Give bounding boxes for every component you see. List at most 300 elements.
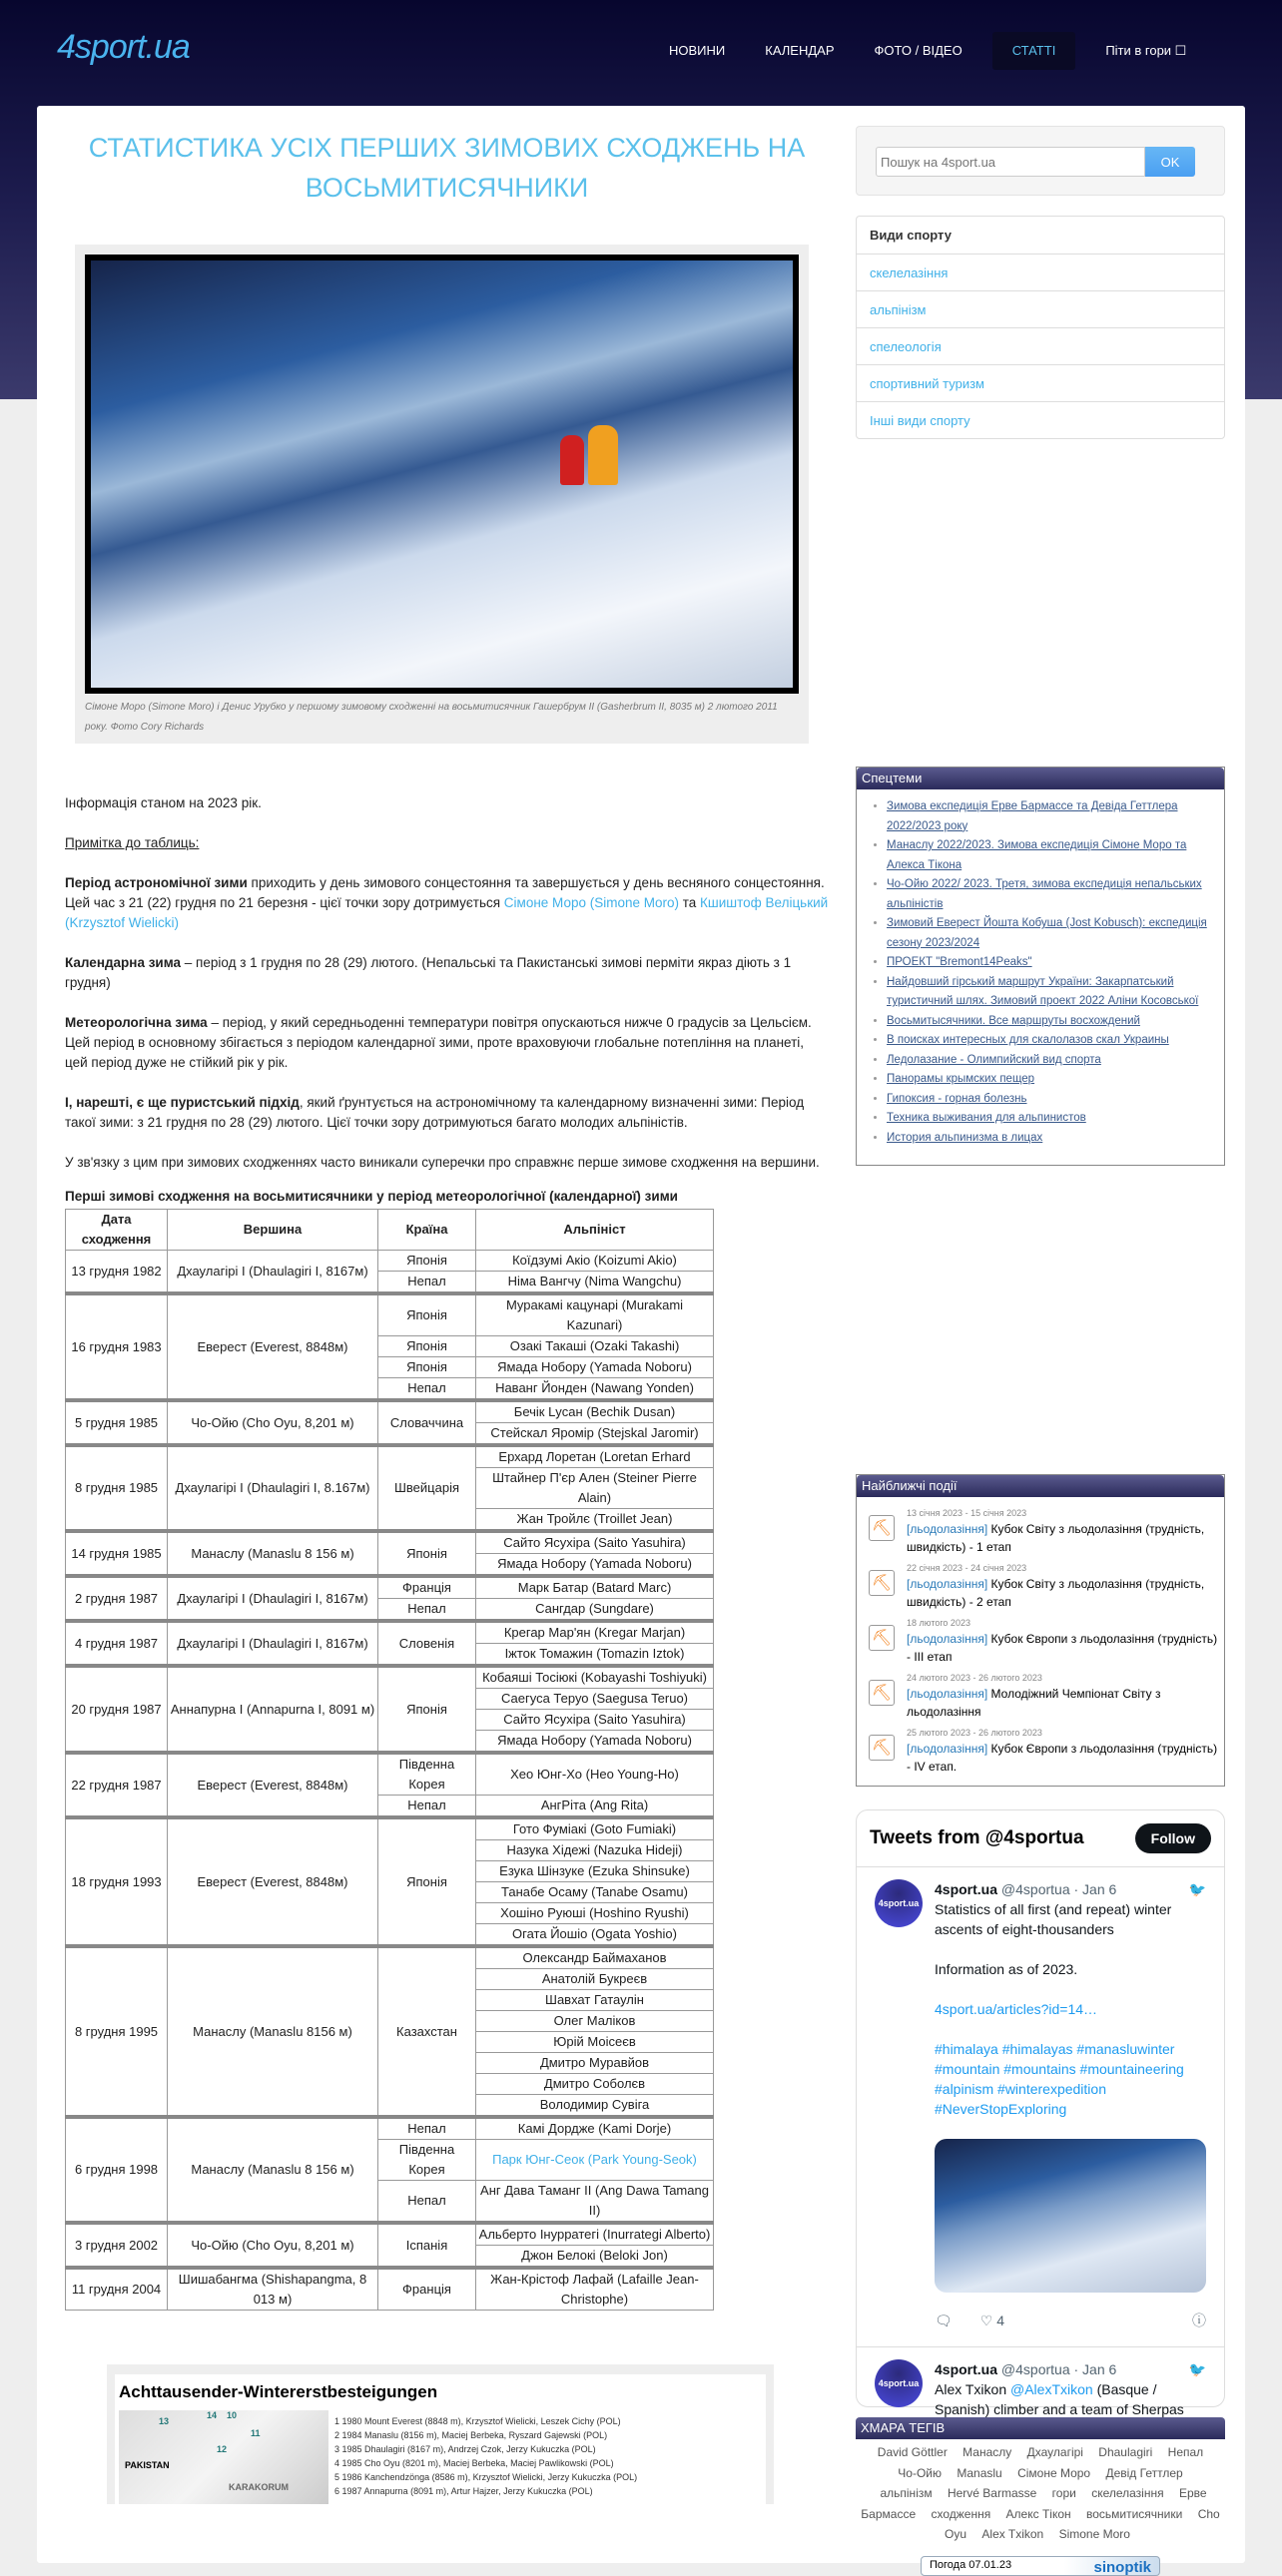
climber [476,2095,714,2118]
table-row [66,1400,714,1423]
tag-link[interactable]: Манаслу [962,2445,1012,2459]
event-name[interactable]: Молодіжний Чемпіонат Світу з льодолазіння [907,1687,1161,1719]
ascent-date: 16 грудня 1983 [66,1293,168,1400]
climber-name: Олександр Баймаханов [522,1950,667,1965]
peak-name: Манаслу (Manaslu 8 156 м) [168,2117,378,2223]
climber [476,2223,714,2246]
climber-name: Гото Фуміакі (Goto Fumiaki) [512,1821,677,1836]
climber [476,1531,714,1554]
special-topic-link[interactable]: Ледолазание - Олимпийский вид спорта [887,1053,1101,1066]
country: Японія [378,1293,476,1336]
country: Непал [378,2181,476,2224]
climber-name: Хео Юнг-Хо (Heo Young-Ho) [510,1767,679,1782]
tweet-handle: @4sportua · Jan 6 [1000,1881,1117,1897]
map-legend-item: 1 1980 Mount Everest (8848 m), Krzysztof Wielicki, Leszek Cichy (POL) [334,2416,621,2426]
special-topic-item [887,797,1218,836]
map-marker: 12 [217,2444,228,2454]
text: , який ґрунтується на астрономічному та календарному визначенні зими: Період такої зими: з 21 грудня по 28 (29) лютого. Цієї точки зору дотримуються багато молодих альпіністів. [65,1095,805,1130]
ascent-date: 22 грудня 1987 [66,1753,168,1817]
special-topic-link[interactable]: Чо-Ойю 2022/ 2023. Третя, зимова експедиція непальських альпіністів [887,878,1202,910]
climber [476,1710,714,1731]
map-marker: 10 [227,2410,238,2420]
tag-link[interactable]: гори [1051,2486,1076,2500]
twitter-title: Tweets from @4sportua [870,1827,1084,1848]
follow-button[interactable]: Follow [1135,1823,1211,1853]
climber [476,1621,714,1644]
country: Японія [378,1336,476,1357]
tweet-text: (Basque / Spanish) climber and a team of Sherpas [935,2381,1184,2417]
tag-link[interactable]: Hervé Barmasse [947,2486,1037,2500]
link-wielicki[interactable]: Кшиштоф Веліцький (Krzysztof Wielicki) [65,895,829,930]
col-climber: Альпініст [476,1210,714,1251]
special-topic-link[interactable]: Гипоксия - горная болезнь [887,1092,1027,1105]
climber [476,1817,714,1840]
events-title: Найближчі події [857,1475,1224,1497]
peak-name: Чо-Ойю (Cho Oyu, 8,201 м) [168,1400,378,1445]
tweet[interactable] [857,1867,1224,2346]
special-topic-item [887,953,1218,973]
term: Календарна зима [65,955,182,970]
category-speleology[interactable]: спелеологія [857,327,1224,364]
special-topic-item [887,1070,1218,1090]
peak-name: Дхаулагірі I (Dhaulagiri I, 8167м) [168,1621,378,1666]
article-photo [85,255,799,694]
climber-name: Коїдзумі Акіо (Koizumi Akio) [512,1253,677,1268]
climber [476,2268,714,2311]
climber-name: Танабе Осаму (Tanabe Osamu) [501,1884,688,1899]
climber [476,1554,714,1577]
search-input[interactable] [876,147,1145,177]
table-row [66,1251,714,1272]
climber [476,1378,714,1401]
climber [476,1796,714,1818]
climber [476,1903,714,1924]
tag-link[interactable]: Simone Moro [1058,2527,1130,2541]
climber [476,1689,714,1710]
ascents-table [65,1209,714,2311]
climber-name: Стейскал Яромір (Stejskal Jaromir) [490,1425,699,1440]
country: Японія [378,1357,476,1378]
article-body [65,793,829,2311]
tweet-mention[interactable]: @AlexTxikon [1010,2381,1093,2397]
climber-name: Анг Дава Таманг II (Ang Dawa Tamang II) [480,2183,709,2218]
term: Метеорологічна зима [65,1015,208,1030]
ascent-date: 6 грудня 1998 [66,2117,168,2223]
main-nav [649,32,1206,70]
climber [476,1251,714,1272]
map-legend-item: 2 1984 Manaslu (8156 m), Maciej Berbeka, Ryszard Gajewski (POL) [334,2430,608,2440]
climber-name: Сангдар (Sungdare) [535,1601,654,1616]
climber [476,1924,714,1947]
tweet-handle: @4sportua · Jan 6 [1000,2361,1117,2377]
photo-caption: Сімоне Моро (Simone Moro) і Денис Урубко у першому зимовому сходженні на восьмитисячник Гашербрум II (Gasherbrum II, 8035 м) 2 лютого 2011 року. Фото Cory Richards [85,702,778,733]
term: І, нарешті, є ще пуристський підхід [65,1095,300,1110]
climber-name: Ямада Нобору (Yamada Noboru) [497,1359,692,1374]
special-topic-item [887,973,1218,1012]
weather-widget[interactable] [921,2556,1160,2576]
ascent-date: 14 грудня 1985 [66,1531,168,1576]
table-note: Примітка до таблиць: [65,835,200,850]
event-date: 13 січня 2023 - 15 січня 2023 [907,1508,1027,1518]
event-text [907,1507,1224,1558]
ascent-date: 4 грудня 1987 [66,1621,168,1666]
climber-name: АнгРіта (Ang Rita) [540,1798,649,1812]
climber [476,1882,714,1903]
tag-link[interactable]: Manaslu [957,2465,1002,2480]
upcoming-events [856,1474,1225,1787]
tag-link[interactable]: Cho Oyu [945,2506,1220,2541]
country: Японія [378,1251,476,1272]
climber [476,1840,714,1861]
paragraph-disputes: У зв'язку з цим при зимових сходженнях часто виникали суперечки про справжнє перше зимове сходження на вершини. [65,1155,820,1170]
page-container [37,106,1245,2576]
country: Непал [378,1796,476,1818]
peak-name: Шишабангма (Shishapangma, 8 013 м) [168,2268,378,2311]
event-category[interactable]: [льодолазіння] [907,1522,988,1536]
event-item[interactable] [857,1613,1224,1668]
climber-name: Німа Вангчу (Nima Wangchu) [507,1274,682,1288]
climber [476,1969,714,1990]
paragraph-purist [65,1093,829,1133]
tag-link[interactable]: Alex Txikon [981,2527,1044,2541]
like-icon[interactable]: ♡ 4 [979,2313,1005,2328]
article-figure [75,245,809,744]
category-climbing[interactable]: скелелазіння [857,254,1224,290]
tag-link[interactable]: восьмитисячники [1085,2506,1183,2521]
map-marker: 11 [251,2428,261,2438]
special-topics-title: Спецтеми [857,768,1224,789]
event-item[interactable] [857,1668,1224,1723]
nav-calendar[interactable]: КАЛЕНДАР [765,43,835,58]
event-text [907,1672,1224,1723]
tweet-text: Information as of 2023. [935,1961,1078,1977]
special-topic-link[interactable]: Манаслу 2022/2023. Зимова експедиція Сімоне Моро та Алекса Тікона [887,839,1187,871]
peak-name: Еверест (Everest, 8848м) [168,1293,378,1400]
climber [476,1599,714,1622]
country: Непал [378,1272,476,1294]
ascent-date: 13 грудня 1982 [66,1251,168,1294]
special-topic-link[interactable]: Панорамы крымских пещер [887,1073,1035,1085]
event-category[interactable]: [льодолазіння] [907,1632,988,1646]
event-category[interactable]: [льодолазіння] [907,1742,988,1756]
search-box [856,126,1225,196]
climber [476,1423,714,1446]
tag-link[interactable]: Девід Геттлер [1105,2465,1183,2480]
country: Іспанія [378,2223,476,2268]
special-topic-link[interactable]: В поисках интересных для скалолазов скал Украины [887,1034,1169,1046]
special-topic-item [887,1031,1218,1051]
special-topic-item [887,1051,1218,1071]
climber-name: Сайто Ясухіра (Saito Yasuhira) [503,1712,686,1727]
country: Непал [378,1378,476,1401]
nav-go-mountains[interactable]: Піти в гори ☐ [1105,43,1187,58]
country: Непал [378,2117,476,2140]
tweet-image[interactable] [935,2139,1206,2293]
peak-name: Еверест (Everest, 8848м) [168,1817,378,1946]
tag-cloud-title: ХМАРА ТЕГІВ [856,2417,1225,2439]
special-topic-link[interactable]: История альпинизма в лицах [887,1131,1043,1144]
climber-name: Альберто Інурратегі (Inurrategi Alberto) [478,2227,711,2242]
tag-link[interactable]: Непал [1167,2445,1204,2459]
tweet-author[interactable]: 4sport.ua [935,1881,998,1897]
country: Словаччина [378,1400,476,1445]
ascent-date: 20 грудня 1987 [66,1666,168,1753]
paragraph-astronomical [65,873,829,933]
event-date: 18 лютого 2023 [907,1618,970,1628]
country: Японія [378,1531,476,1576]
ice-climbing-icon: ⛏ [869,1570,895,1596]
country: Казахстан [378,1946,476,2117]
climber [476,1731,714,1754]
event-title [907,1740,1224,1776]
peak-name: Аннапурна I (Annapurna I, 8091 м) [168,1666,378,1753]
twitter-bird-icon[interactable]: 🐦 [1188,1881,1206,1897]
sinoptik-logo: sinoptik [1093,2558,1151,2576]
twitter-bird-icon[interactable]: 🐦 [1188,2361,1206,2377]
link-simone-moro[interactable]: Сімоне Моро (Simone Moro) [503,895,679,910]
climber-name: Озакі Такаші (Ozaki Takashi) [509,1338,680,1353]
tweet-link[interactable]: 4sport.ua/articles?id=14… [935,2001,1098,2017]
climber-name: Анатолій Букреєв [541,1971,648,1986]
sidebar [856,106,1225,2576]
event-name[interactable]: Кубок Світу з льодолазіння (трудність, швидкість) - 2 етап [907,1577,1205,1609]
country: Південна Корея [378,1753,476,1796]
nav-news[interactable]: НОВИНИ [669,43,726,58]
climber [476,1861,714,1882]
peak-name: Дхаулагірі I (Dhaulagiri I, 8.167м) [168,1445,378,1531]
climber-name: Іжток Томажин (Tomazin Iztok) [504,1646,685,1661]
sport-categories [856,216,1225,439]
country: Південна Корея [378,2140,476,2181]
tag-link[interactable]: сходження [931,2506,991,2521]
avatar[interactable]: 4sport.ua [875,1879,923,1927]
ice-climbing-icon: ⛏ [869,1625,895,1651]
reply-icon[interactable]: 🗨 [935,2313,953,2328]
event-date: 22 січня 2023 - 24 січня 2023 [907,1563,1027,1573]
climber [476,1946,714,1969]
tag-link[interactable]: Алекс Тікон [1005,2506,1071,2521]
tag-link[interactable]: Dhaulagiri [1098,2445,1153,2459]
text: та [679,895,701,910]
ice-climbing-icon: ⛏ [869,1680,895,1706]
col-date: Дата сходження [66,1210,168,1251]
ice-climbing-icon: ⛏ [869,1515,895,1541]
event-date: 24 лютого 2023 - 26 лютого 2023 [907,1673,1042,1683]
climber-name: Дмитро Муравйов [539,2055,650,2070]
category-tourism[interactable]: спортивний туризм [857,364,1224,401]
climber-name: Жан Тройлє (Troillet Jean) [516,1511,673,1526]
climber [476,2011,714,2032]
table-row [66,1531,714,1554]
info-icon[interactable]: ⓘ [1192,2313,1206,2328]
tag-link[interactable]: скелелазіння [1091,2486,1164,2500]
climber-name: Жан-Крістоф Лафай (Lafaille Jean-Christophe) [490,2272,699,2307]
event-name[interactable]: Кубок Європи з льодолазіння (трудність) - IV етап. [907,1742,1218,1774]
map-label: PAKISTAN [125,2460,170,2470]
tweet-author[interactable]: 4sport.ua [935,2361,998,2377]
special-topic-item [887,914,1218,953]
twitter-timeline [856,1809,1225,2417]
event-name[interactable]: Кубок Світу з льодолазіння (трудність, швидкість) - 1 етап [907,1522,1205,1554]
tag-link[interactable]: Дхаулагірі [1026,2445,1083,2459]
special-topic-item [887,875,1218,914]
special-topic-link[interactable]: Найдовший гірський маршрут України: Закарпатський туристичний шлях. Зимовий проект 2022 Аліни Косовської [887,975,1199,1007]
event-text [907,1617,1224,1668]
climber-name: Саегуса Теруо (Saegusa Teruo) [500,1691,688,1706]
tweet-hashtags[interactable]: #himalaya #himalayas #manasluwinter #mountain #mountains #mountaineering #alpinism #winterexpedition #NeverStopExploring [935,2041,1184,2117]
avatar[interactable]: 4sport.ua [875,2359,923,2407]
ascent-date: 11 грудня 2004 [66,2268,168,2311]
climber [476,2074,714,2095]
table-row [66,1445,714,1468]
climber-name: Дмитро Соболєв [543,2076,646,2091]
table-row [66,2223,714,2246]
nav-photo-video[interactable]: ФОТО / ВІДЕО [874,43,962,58]
event-item[interactable] [857,1558,1224,1613]
tag-link[interactable]: Чо-Ойю [898,2465,943,2480]
climber-name: Крегар Мар'ян (Kregar Marjan) [503,1625,686,1640]
category-alpinism[interactable]: альпінізм [857,290,1224,327]
special-topic-item [887,1012,1218,1032]
tag-cloud [856,2417,1225,2576]
event-title [907,1630,1224,1666]
col-country: Країна [378,1210,476,1251]
country: Непал [378,1599,476,1622]
text: – період з 1 грудня по 28 (29) лютого. (Непальські та Пакистанські зимові перміти якраз діють з 1 грудня) [65,955,792,990]
climber [476,1753,714,1796]
tweet[interactable] [857,2346,1224,2419]
climber-name: Огата Йошіо (Ogata Yoshio) [512,1926,677,1941]
peak-name: Манаслу (Manaslu 8 156 м) [168,1531,378,1576]
paragraph-meteo [65,1013,829,1073]
tweet-text: Statistics of all first (and repeat) winter ascents of eight-thousanders [935,1901,1172,1937]
special-topic-link[interactable]: Зимова експедиція Ерве Бармассе та Девіда Геттлера 2022/2023 року [887,800,1178,832]
text: приходить у день зимового сонцестояння та завершується у день весняного сонцестояння. [247,875,825,890]
search-button[interactable]: OK [1145,147,1195,177]
event-title [907,1520,1224,1556]
climber-name: Сайто Ясухіра (Saito Yasuhira) [503,1535,686,1550]
event-title [907,1575,1224,1611]
special-topic-link[interactable]: Техника выживания для альпинистов [887,1112,1086,1124]
nav-articles[interactable]: СТАТТІ [992,32,1076,70]
ascent-date: 8 грудня 1985 [66,1445,168,1531]
tag-link[interactable]: David Göttler [877,2445,948,2459]
climber-name: Ерхард Лоретан (Loretan Erhard [498,1449,691,1464]
climber-name: Кобаяші Тосіюкі (Kobayashi Toshiyuki) [482,1670,707,1685]
like-count: 4 [996,2313,1005,2328]
climber-name: Марк Батар (Batard Marc) [517,1580,672,1595]
map-legend-item: 6 1987 Annapurna (8091 m), Artur Hajzer, Jerzy Kukuczka (POL) [334,2486,593,2496]
map-legend-item: 4 1985 Cho Oyu (8201 m), Maciej Berbeka, Maciej Pawlikowski (POL) [334,2458,614,2468]
tag-link[interactable]: Ерве Бармассе [861,2486,1207,2521]
tweet-text: Alex Txikon [935,2381,1010,2397]
event-name[interactable]: Кубок Європи з льодолазіння (трудність) - III етап [907,1632,1218,1664]
ascent-date: 2 грудня 1987 [66,1576,168,1621]
table-row [66,1293,714,1336]
event-date: 25 лютого 2023 - 26 лютого 2023 [907,1728,1042,1738]
climber [476,1644,714,1667]
climber [476,2140,714,2181]
event-category[interactable]: [льодолазіння] [907,1687,988,1701]
tag-link[interactable]: Сімоне Моро [1017,2465,1091,2480]
climber [476,1400,714,1423]
country: Японія [378,1817,476,1946]
ascent-date: 5 грудня 1985 [66,1400,168,1445]
event-category[interactable]: [льодолазіння] [907,1577,988,1591]
climber-name: Ямада Нобору (Yamada Noboru) [497,1733,692,1748]
climber-name: Ямада Нобору (Yamada Noboru) [497,1556,692,1571]
ice-climbing-icon: ⛏ [869,1735,895,1761]
climber [476,1357,714,1378]
special-topic-link[interactable]: Восьмитысячники. Все маршруты восхождений [887,1014,1140,1027]
category-other[interactable]: Інші види спорту [857,401,1224,438]
event-item[interactable] [857,1723,1224,1778]
special-topic-item [887,836,1218,875]
peak-name: Чо-Ойю (Cho Oyu, 8,201 м) [168,2223,378,2268]
climber-name: Джон Белокі (Beloki Jon) [521,2248,668,2263]
special-topic-link[interactable]: Зимовий Еверест Йошта Кобуша (Jost Kobusch): експедиція сезону 2023/2024 [887,917,1207,949]
peak-name: Дхаулагірі I (Dhaulagiri I, 8167м) [168,1251,378,1294]
climber [476,1272,714,1294]
climber [476,1990,714,2011]
climber [476,1293,714,1336]
table-row [66,1946,714,1969]
climber-link[interactable]: Парк Юнг-Сеок (Park Young-Seok) [492,2152,697,2167]
map-label: KARAKORUM [229,2482,289,2492]
page-title: СТАТИСТИКА УСІХ ПЕРШИХ ЗИМОВИХ СХОДЖЕНЬ НА ВОСЬМИТИСЯЧНИКИ [88,133,806,203]
country: Японія [378,1666,476,1753]
table-row [66,1666,714,1689]
climber [476,1336,714,1357]
ascent-date: 18 грудня 1993 [66,1817,168,1946]
climber-name: Олег Маліков [553,2013,636,2028]
climber [476,2181,714,2224]
map-legend [334,2414,637,2498]
event-title [907,1685,1224,1721]
climber [476,2053,714,2074]
info-text: Інформація станом на 2023 рік. [65,795,262,810]
map-legend-item: 3 1985 Dhaulagiri (8167 m), Andrzej Czok, Jerzy Kukuczka (POL) [334,2444,596,2454]
table-row [66,2117,714,2140]
country: Словенія [378,1621,476,1666]
ascent-date: 3 грудня 2002 [66,2223,168,2268]
special-topic-item [887,1129,1218,1149]
event-text [907,1727,1224,1778]
col-peak: Вершина [168,1210,378,1251]
peak-name: Манаслу (Manaslu 8156 м) [168,1946,378,2117]
special-topic-link[interactable]: ПРОЕКТ "Bremont14Peaks" [887,956,1032,968]
climber-name: Наванг Йонден (Nawang Yonden) [495,1380,694,1395]
special-topics [856,767,1225,1166]
event-item[interactable] [857,1503,1224,1558]
climber-name: Юрій Моісеєв [553,2034,636,2049]
paragraph-calendar [65,953,829,993]
country: Франція [378,1576,476,1599]
climber [476,1445,714,1468]
climber [476,1509,714,1532]
ascent-date: 8 грудня 1995 [66,1946,168,2117]
tag-link[interactable]: альпінізм [880,2486,933,2500]
site-logo[interactable]: 4sport.ua [57,28,190,66]
map-marker: 14 [207,2410,218,2420]
climber-name: Муракамі кацунарі (Murakami Kazunari) [505,1297,684,1332]
table-row [66,1753,714,1796]
term: Період астрономічної зими [65,875,248,890]
climber [476,2032,714,2053]
table-title: Перші зимові сходження на восьмитисячники у період метеорологічної (календарної) зими [65,1189,678,1204]
text: Цей час з 21 (22) грудня по 21 березня - цієї точки зору дотримується [65,895,504,910]
winter-ascents-map [107,2364,774,2504]
